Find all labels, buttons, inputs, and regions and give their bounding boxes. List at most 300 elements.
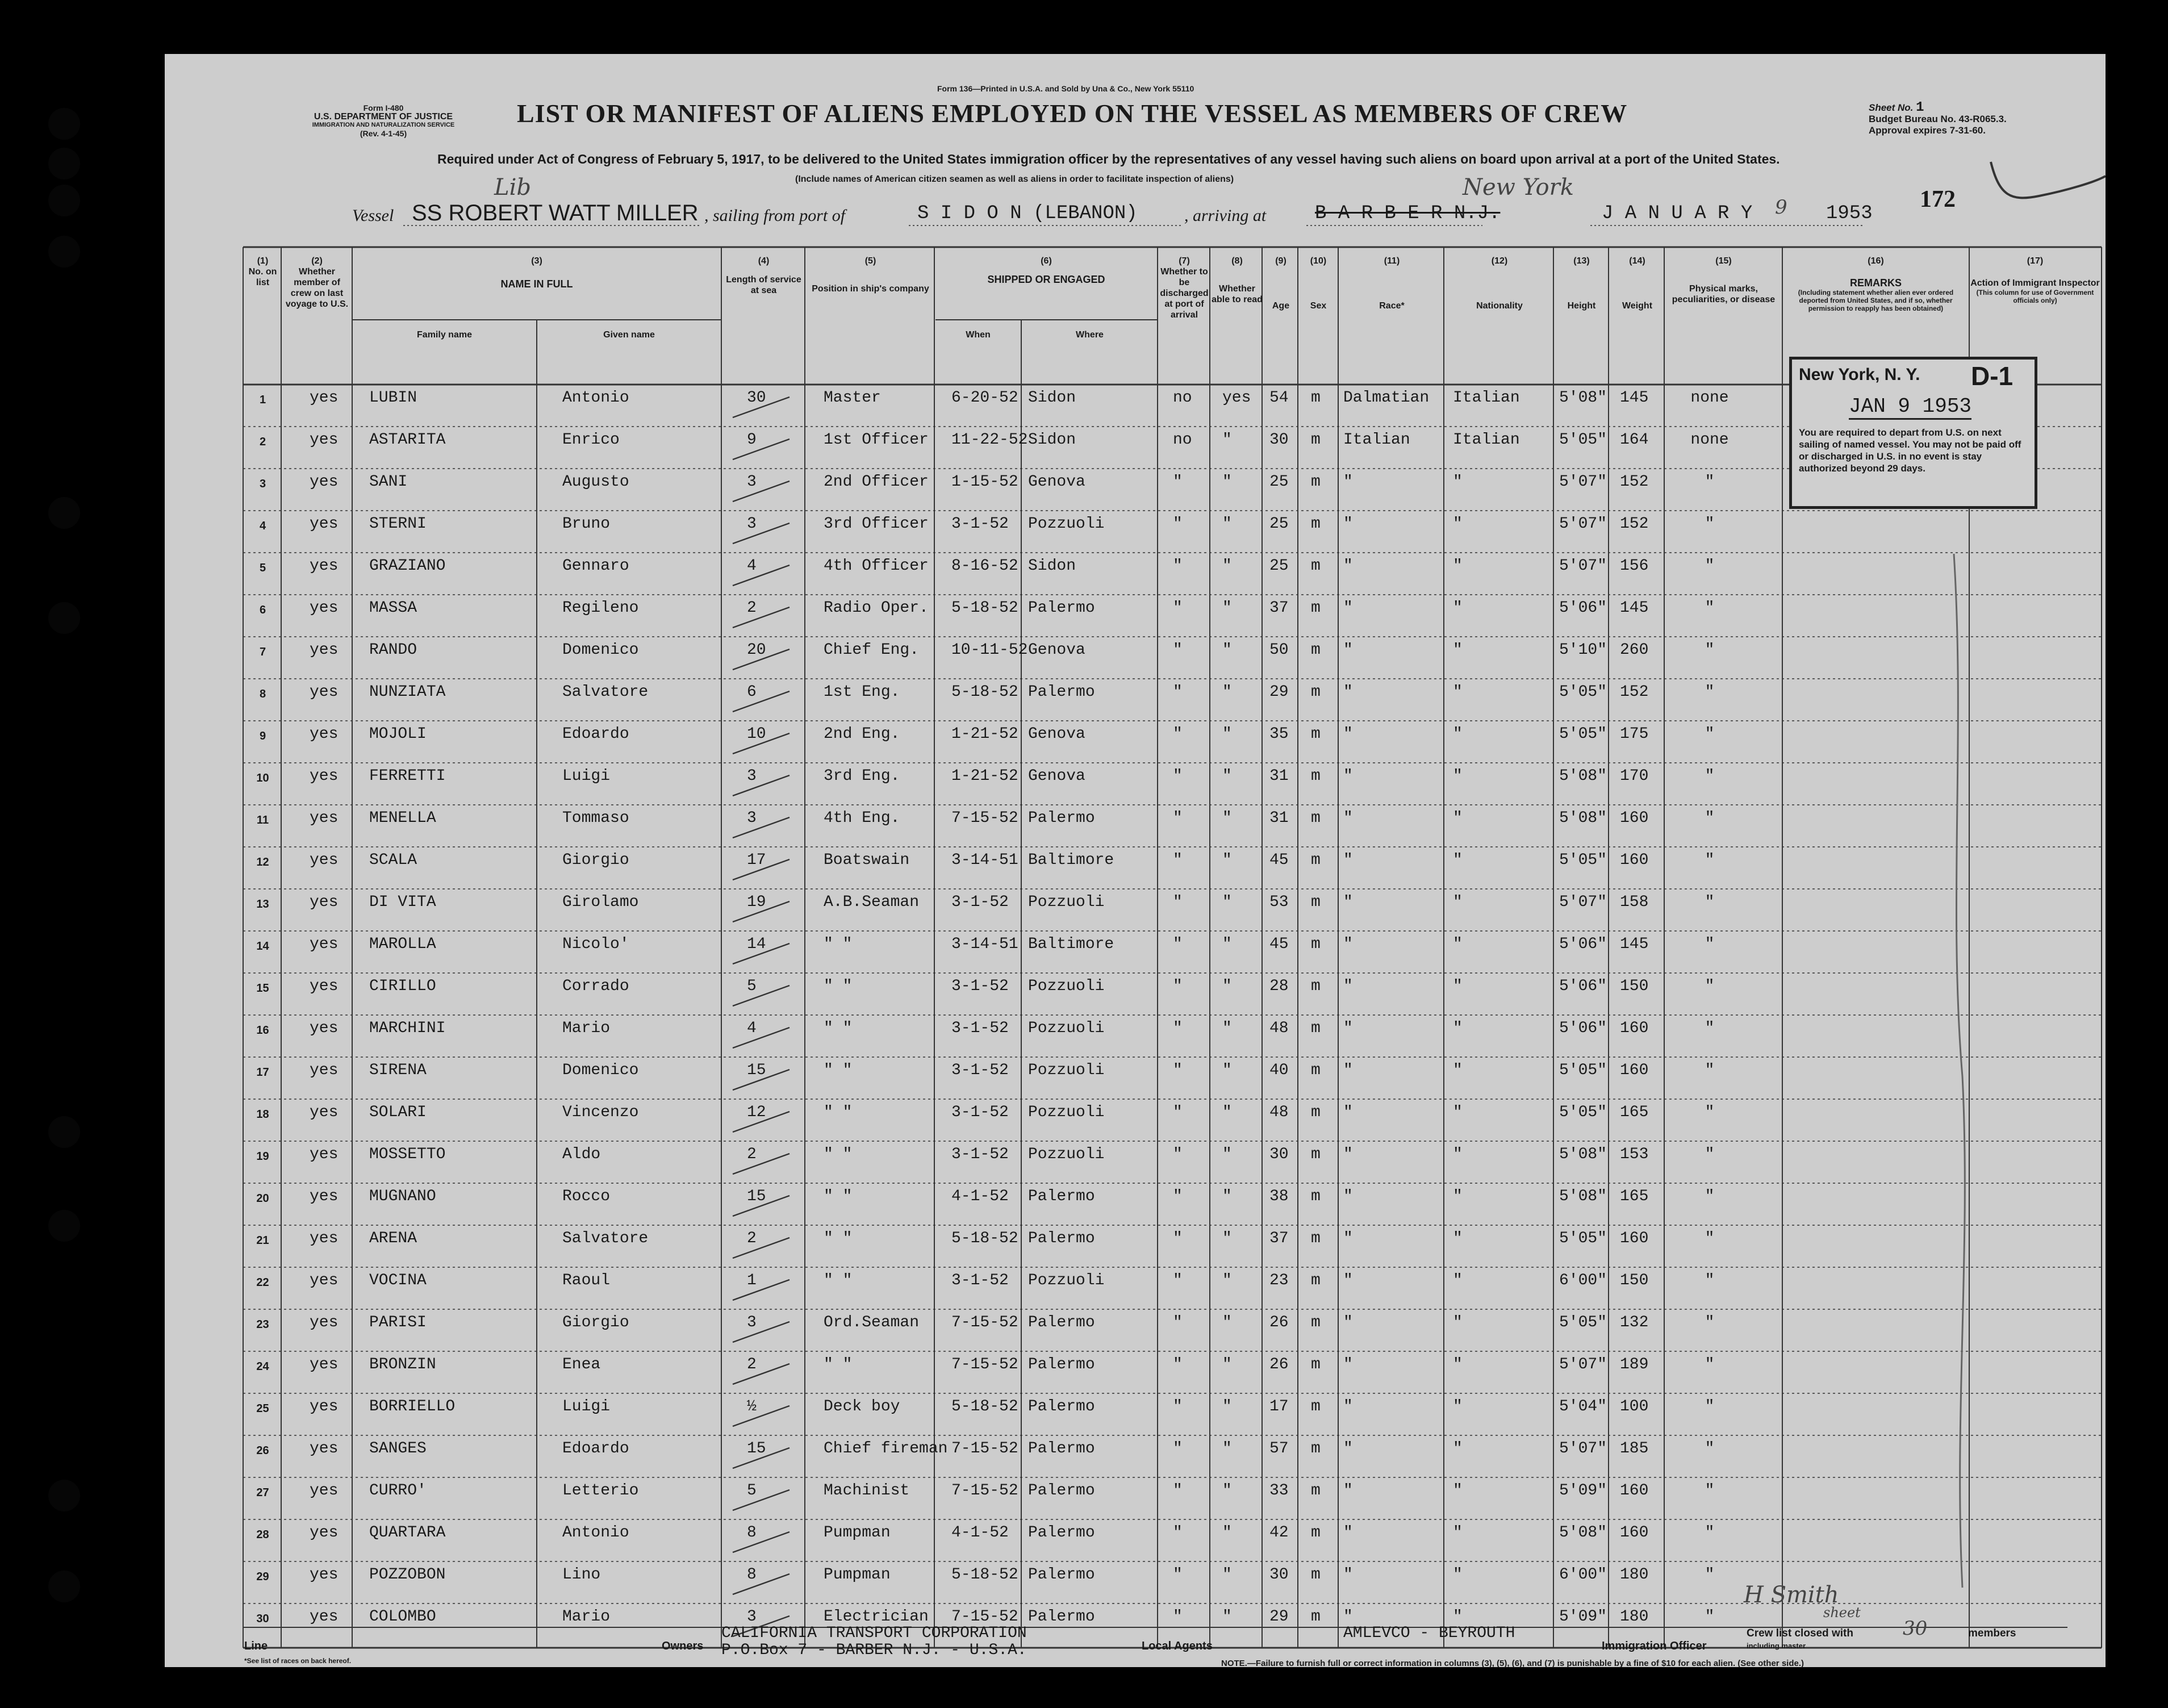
row-nationality: " [1453,809,1463,827]
owners-name: CALIFORNIA TRANSPORT CORPORATION [721,1625,1027,1642]
row-shipped-where: Baltimore [1028,936,1114,953]
row-discharge: " [1173,1188,1183,1205]
row-position: " " [824,1356,853,1373]
crew-closed-label: Crew list closed with [1747,1627,1853,1639]
row-nationality: Italian [1453,389,1520,407]
row-family-name: SCALA [369,851,417,869]
row-weight: 189 [1620,1356,1649,1373]
row-number: 7 [259,646,266,658]
row-number: 28 [256,1529,269,1541]
row-race: " [1343,599,1353,617]
row-race: " [1343,1566,1353,1584]
row-race: " [1343,851,1353,869]
row-age: 37 [1269,1230,1289,1247]
row-age: 35 [1269,725,1289,743]
row-shipped-when: 5-18-52 [951,1566,1018,1584]
row-shipped-when: 6-20-52 [951,389,1018,407]
row-height: 5'07" [1559,473,1607,491]
row-crew-last-voyage: yes [310,389,339,407]
row-discharge: no [1173,389,1192,407]
row-shipped-when: 7-15-52 [951,809,1018,827]
row-physical-marks: " [1705,1356,1715,1373]
row-number: 30 [256,1613,269,1625]
row-service-length: 3 [747,473,757,491]
row-age: 25 [1269,473,1289,491]
row-given-name: Vincenzo [562,1104,639,1121]
row-age: 45 [1269,936,1289,953]
row-sex: m [1311,1356,1321,1373]
row-number: 20 [256,1192,269,1205]
row-nationality: " [1453,1104,1463,1121]
row-height: 5'06" [1559,936,1607,953]
row-shipped-where: Palermo [1028,683,1095,701]
row-shipped-when: 10-11-52 [951,641,1028,659]
row-nationality: " [1453,641,1463,659]
row-position: " " [824,1230,853,1247]
row-physical-marks: " [1705,978,1715,995]
row-able-to-read: " [1222,473,1232,491]
row-age: 29 [1269,1608,1289,1626]
row-shipped-where: Baltimore [1028,851,1114,869]
row-shipped-where: Pozzuoli [1028,1020,1105,1037]
row-race: " [1343,473,1353,491]
row-shipped-when: 3-1-52 [951,1062,1009,1079]
row-sex: m [1311,1524,1321,1542]
row-weight: 165 [1620,1104,1649,1121]
sailing-label: , sailing from port of [704,206,846,225]
row-able-to-read: " [1222,1482,1232,1500]
row-age: 42 [1269,1524,1289,1542]
row-service-length: 8 [747,1524,757,1542]
row-position: 2nd Eng. [824,725,900,743]
departure-port: S I D O N (LEBANON) [917,203,1138,224]
row-race: Dalmatian [1343,389,1430,407]
row-shipped-where: Palermo [1028,1566,1095,1584]
row-race: " [1343,1356,1353,1373]
row-height: 5'05" [1559,1062,1607,1079]
row-position: 1st Eng. [824,683,900,701]
row-shipped-where: Pozzuoli [1028,978,1105,995]
row-number: 16 [256,1024,269,1037]
row-able-to-read: " [1222,1020,1232,1037]
row-shipped-when: 4-1-52 [951,1524,1009,1542]
row-family-name: LUBIN [369,389,417,407]
row-weight: 145 [1620,936,1649,953]
row-able-to-read: " [1222,1314,1232,1331]
row-weight: 260 [1620,641,1649,659]
row-race: " [1343,1188,1353,1205]
row-nationality: " [1453,1230,1463,1247]
row-service-length: 5 [747,978,757,995]
row-nationality: " [1453,515,1463,533]
immigration-stamp [1789,357,2037,509]
header-col15: (15) Physical marks, peculiarities, or disease [1672,256,1776,304]
row-given-name: Enrico [562,431,620,449]
row-crew-last-voyage: yes [310,1104,339,1121]
row-position: 3rd Officer [824,515,929,533]
header-where: Where [1076,330,1104,340]
row-position: " " [824,1272,853,1289]
row-weight: 152 [1620,473,1649,491]
row-nationality: " [1453,683,1463,701]
row-race: " [1343,1230,1353,1247]
row-physical-marks: " [1705,1230,1715,1247]
row-weight: 165 [1620,1188,1649,1205]
row-number: 15 [256,982,269,995]
row-sex: m [1311,1440,1321,1458]
row-family-name: NUNZIATA [369,683,446,701]
row-family-name: ASTARITA [369,431,446,449]
row-shipped-when: 7-15-52 [951,1608,1018,1626]
row-discharge: " [1173,725,1183,743]
row-age: 17 [1269,1398,1289,1415]
row-weight: 152 [1620,683,1649,701]
header-col4: (4) Length of service at sea [726,256,801,295]
row-shipped-where: Pozzuoli [1028,1062,1105,1079]
row-nationality: " [1453,767,1463,785]
row-physical-marks: " [1705,473,1715,491]
budget-bureau: Budget Bureau No. 43-R065.3. [1869,114,2007,124]
row-nationality: " [1453,557,1463,575]
officer-signature: H Smith [1744,1582,1839,1608]
row-able-to-read: " [1222,1104,1232,1121]
row-family-name: CURRO' [369,1482,427,1500]
row-height: 5'05" [1559,1104,1607,1121]
header-col1: (1) No. on list [248,256,277,287]
row-sex: m [1311,1062,1321,1079]
row-position: 3rd Eng. [824,767,900,785]
row-crew-last-voyage: yes [310,599,339,617]
row-family-name: MUGNANO [369,1188,436,1205]
row-given-name: Giorgio [562,1314,629,1331]
row-weight: 175 [1620,725,1649,743]
row-shipped-where: Palermo [1028,1398,1095,1415]
row-given-name: Edoardo [562,725,629,743]
row-physical-marks: " [1705,767,1715,785]
row-number: 10 [256,772,269,784]
row-height: 5'05" [1559,431,1607,449]
row-able-to-read: " [1222,936,1232,953]
row-physical-marks: " [1705,1440,1715,1458]
row-shipped-when: 3-1-52 [951,893,1009,911]
row-discharge: " [1173,809,1183,827]
row-shipped-where: Genova [1028,725,1085,743]
row-sex: m [1311,1314,1321,1331]
header-col9: (9) Age [1272,256,1290,311]
header-col17: (17) Action of Immigrant Inspector (This column for use of Government officials only) [1970,256,2100,304]
row-race: " [1343,1608,1353,1626]
row-position: " " [824,1062,853,1079]
row-race: " [1343,1104,1353,1121]
service-name: IMMIGRATION AND NATURALIZATION SERVICE [312,122,455,128]
row-height: 5'08" [1559,1524,1607,1542]
row-position: Master [824,389,881,407]
include-note: (Include names of American citizen seamen as well as aliens in order to facilitate inspection of aliens) [795,174,1234,184]
agents-label: Local Agents [1142,1640,1213,1652]
stamp-date: JAN 9 1953 [1849,395,1971,420]
row-position: 4th Eng. [824,809,900,827]
header-col7: (7) Whether to be discharged at port of arrival [1160,256,1209,320]
row-weight: 145 [1620,389,1649,407]
row-physical-marks: " [1705,1398,1715,1415]
row-physical-marks: " [1705,515,1715,533]
row-height: 5'08" [1559,389,1607,407]
row-crew-last-voyage: yes [310,641,339,659]
row-number: 21 [256,1234,269,1247]
row-family-name: SANGES [369,1440,427,1458]
row-physical-marks: " [1705,1062,1715,1079]
officer-label: Immigration Officer [1602,1640,1707,1652]
row-sex: m [1311,1188,1321,1205]
row-sex: m [1311,725,1321,743]
row-shipped-where: Genova [1028,641,1085,659]
row-position: " " [824,936,853,953]
row-crew-last-voyage: yes [310,1146,339,1163]
row-given-name: Regileno [562,599,639,617]
row-physical-marks: " [1705,557,1715,575]
row-crew-last-voyage: yes [310,936,339,953]
row-service-length: 2 [747,599,757,617]
stamp-city: New York, N. Y. [1799,365,1920,384]
binder-hole [48,1480,80,1511]
row-family-name: RANDO [369,641,417,659]
row-service-length: 19 [747,893,766,911]
binder-hole [48,185,80,216]
row-physical-marks: " [1705,893,1715,911]
row-family-name: MOSSETTO [369,1146,446,1163]
row-sex: m [1311,1398,1321,1415]
row-physical-marks: " [1705,936,1715,953]
row-service-length: 3 [747,1608,757,1626]
row-discharge: " [1173,767,1183,785]
row-position: Ord.Seaman [824,1314,920,1331]
row-race: Italian [1343,431,1410,449]
row-service-length: 2 [747,1230,757,1247]
row-given-name: Augusto [562,473,629,491]
row-height: 5'08" [1559,1146,1607,1163]
row-height: 5'06" [1559,1020,1607,1037]
row-weight: 160 [1620,851,1649,869]
owners-address: P.O.Box 7 - BARBER N.J. - U.S.A. [721,1642,1027,1659]
binder-hole [48,236,80,268]
row-height: 5'05" [1559,1230,1607,1247]
row-shipped-where: Genova [1028,767,1085,785]
row-height: 5'10" [1559,641,1607,659]
row-age: 25 [1269,515,1289,533]
header-col11: (11) Race* [1379,256,1405,311]
row-able-to-read: " [1222,851,1232,869]
row-given-name: Luigi [562,1398,611,1415]
row-shipped-when: 1-21-52 [951,767,1018,785]
row-height: 6'00" [1559,1566,1607,1584]
row-race: " [1343,1524,1353,1542]
row-height: 5'05" [1559,683,1607,701]
row-height: 5'09" [1559,1482,1607,1500]
row-able-to-read: " [1222,767,1232,785]
header-col14: (14) Weight [1622,256,1653,311]
row-service-length: 3 [747,515,757,533]
row-crew-last-voyage: yes [310,683,339,701]
row-shipped-when: 5-18-52 [951,1230,1018,1247]
row-given-name: Salvatore [562,1230,649,1247]
row-given-name: Tommaso [562,809,629,827]
row-service-length: 10 [747,725,766,743]
page-title: LIST OR MANIFEST OF ALIENS EMPLOYED ON THE VESSEL AS MEMBERS OF CREW [517,99,1628,128]
row-crew-last-voyage: yes [310,557,339,575]
row-family-name: GRAZIANO [369,557,446,575]
form-number: Form I-480 [363,103,404,112]
row-height: 5'05" [1559,725,1607,743]
row-nationality: " [1453,1608,1463,1626]
row-service-length: 4 [747,557,757,575]
row-given-name: Mario [562,1608,611,1626]
sheet-number: 1 [1916,100,1924,115]
row-discharge: " [1173,1314,1183,1331]
row-nationality: " [1453,1146,1463,1163]
row-shipped-when: 7-15-52 [951,1440,1018,1458]
row-discharge: " [1173,641,1183,659]
row-age: 37 [1269,599,1289,617]
header-col12: (12) Nationality [1476,256,1523,311]
row-number: 23 [256,1318,269,1331]
row-age: 38 [1269,1188,1289,1205]
row-weight: 164 [1620,431,1649,449]
row-given-name: Raoul [562,1272,611,1289]
row-number: 3 [259,478,266,490]
row-sex: m [1311,1272,1321,1289]
row-able-to-read: " [1222,1524,1232,1542]
row-service-length: ½ [747,1398,757,1415]
row-crew-last-voyage: yes [310,1020,339,1037]
row-shipped-where: Pozzuoli [1028,515,1105,533]
row-physical-marks: " [1705,1188,1715,1205]
row-nationality: " [1453,599,1463,617]
row-given-name: Letterio [562,1482,639,1500]
row-sex: m [1311,683,1321,701]
row-weight: 160 [1620,1524,1649,1542]
row-shipped-where: Palermo [1028,1482,1095,1500]
row-sex: m [1311,515,1321,533]
row-family-name: SIRENA [369,1062,427,1079]
row-nationality: " [1453,1356,1463,1373]
row-sex: m [1311,936,1321,953]
row-able-to-read: " [1222,893,1232,911]
row-number: 22 [256,1276,269,1289]
row-nationality: " [1453,473,1463,491]
row-family-name: POZZOBON [369,1566,446,1584]
row-physical-marks: " [1705,1104,1715,1121]
row-number: 1 [259,394,266,406]
row-shipped-where: Pozzuoli [1028,893,1105,911]
row-crew-last-voyage: yes [310,473,339,491]
row-position: Machinist [824,1482,910,1500]
row-number: 14 [256,940,269,953]
row-crew-last-voyage: yes [310,1356,339,1373]
row-able-to-read: " [1222,557,1232,575]
row-service-length: 3 [747,1314,757,1331]
row-crew-last-voyage: yes [310,1566,339,1584]
row-shipped-where: Genova [1028,473,1085,491]
races-note: *See list of races on back hereof. [244,1657,352,1665]
row-weight: 160 [1620,1020,1649,1037]
row-able-to-read: " [1222,683,1232,701]
row-discharge: " [1173,1146,1183,1163]
row-family-name: MAROLLA [369,936,436,953]
row-number: 18 [256,1108,269,1121]
row-age: 28 [1269,978,1289,995]
row-discharge: " [1173,473,1183,491]
manifest-sheet [165,54,2106,1667]
row-number: 11 [256,814,269,826]
sheet-label: Sheet No. [1869,102,1914,113]
row-shipped-when: 5-18-52 [951,1398,1018,1415]
row-shipped-when: 8-16-52 [951,557,1018,575]
row-service-length: 20 [747,641,766,659]
row-crew-last-voyage: yes [310,1188,339,1205]
row-position: Pumpman [824,1566,891,1584]
row-race: " [1343,515,1353,533]
row-height: 5'05" [1559,1314,1607,1331]
signature-note: sheet [1823,1605,1861,1621]
row-crew-last-voyage: yes [310,515,339,533]
row-shipped-where: Palermo [1028,1356,1095,1373]
row-able-to-read: " [1222,1062,1232,1079]
row-given-name: Aldo [562,1146,601,1163]
row-crew-last-voyage: yes [310,1314,339,1331]
row-race: " [1343,1272,1353,1289]
row-given-name: Gennaro [562,557,629,575]
row-able-to-read: " [1222,809,1232,827]
row-discharge: " [1173,851,1183,869]
row-crew-last-voyage: yes [310,1440,339,1458]
row-weight: 150 [1620,978,1649,995]
row-family-name: ARENA [369,1230,417,1247]
row-discharge: " [1173,1272,1183,1289]
row-family-name: PARISI [369,1314,427,1331]
row-shipped-when: 3-14-51 [951,851,1018,869]
row-race: " [1343,1020,1353,1037]
row-service-length: 17 [747,851,766,869]
row-height: 5'06" [1559,978,1607,995]
row-able-to-read: " [1222,978,1232,995]
row-position: " " [824,1104,853,1121]
header-col16: (16) REMARKS (Including statement whether alien ever ordered deported from United States, and if so, whether permission to reapply has been obtained) [1798,256,1954,312]
row-given-name: Rocco [562,1188,611,1205]
row-position: " " [824,1188,853,1205]
row-family-name: QUARTARA [369,1524,446,1542]
row-sex: m [1311,1146,1321,1163]
row-service-length: 1 [747,1272,757,1289]
row-given-name: Antonio [562,389,629,407]
line-label: Line [244,1640,268,1652]
header-family-name: Family name [417,330,472,340]
row-crew-last-voyage: yes [310,725,339,743]
row-sex: m [1311,1482,1321,1500]
binder-hole [48,1116,80,1148]
row-shipped-when: 11-22-52 [951,431,1028,449]
row-crew-last-voyage: yes [310,1062,339,1079]
row-able-to-read: " [1222,431,1232,449]
row-discharge: " [1173,1482,1183,1500]
row-physical-marks: " [1705,1608,1715,1626]
crew-count: 30 [1903,1617,1928,1640]
row-able-to-read: " [1222,1230,1232,1247]
row-given-name: Mario [562,1020,611,1037]
row-service-length: 15 [747,1440,766,1458]
row-position: Chief Eng. [824,641,920,659]
row-able-to-read: " [1222,515,1232,533]
row-weight: 156 [1620,557,1649,575]
